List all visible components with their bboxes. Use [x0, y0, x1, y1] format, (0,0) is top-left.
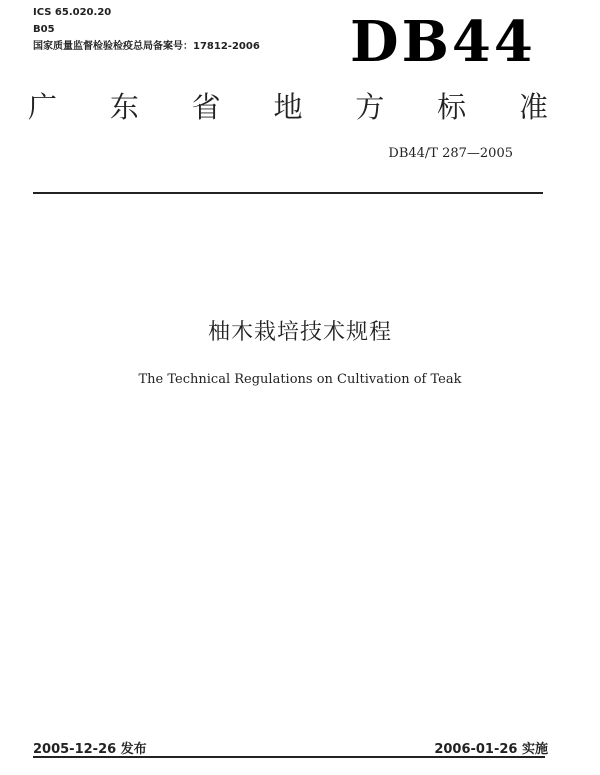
- title-char: 标: [437, 90, 467, 124]
- title-char: 地: [273, 90, 303, 124]
- standard-number: DB44/T 287—2005: [388, 146, 513, 161]
- title-char: 省: [191, 90, 221, 124]
- title-char: 准: [518, 90, 548, 124]
- classification-code: B05: [33, 24, 55, 35]
- title-char: 东: [109, 90, 139, 124]
- top-divider: [33, 192, 543, 194]
- implementation-date: 2006-01-26 实施: [434, 742, 548, 757]
- issue-date: 2005-12-26 发布: [33, 742, 147, 757]
- document-title-english: The Technical Regulations on Cultivation of Teak: [138, 372, 462, 387]
- standard-category-title: [28, 90, 548, 124]
- bottom-divider: [33, 756, 545, 758]
- filing-number: 国家质量监督检验检疫总局备案号：17812-2006: [33, 41, 260, 52]
- title-char: 广: [28, 90, 58, 124]
- title-char: 方: [355, 90, 385, 124]
- standard-code-mark: DB44: [350, 9, 536, 75]
- ics-code: ICS 65.020.20: [33, 7, 112, 18]
- document-title-chinese: 柚木栽培技术规程: [207, 320, 392, 345]
